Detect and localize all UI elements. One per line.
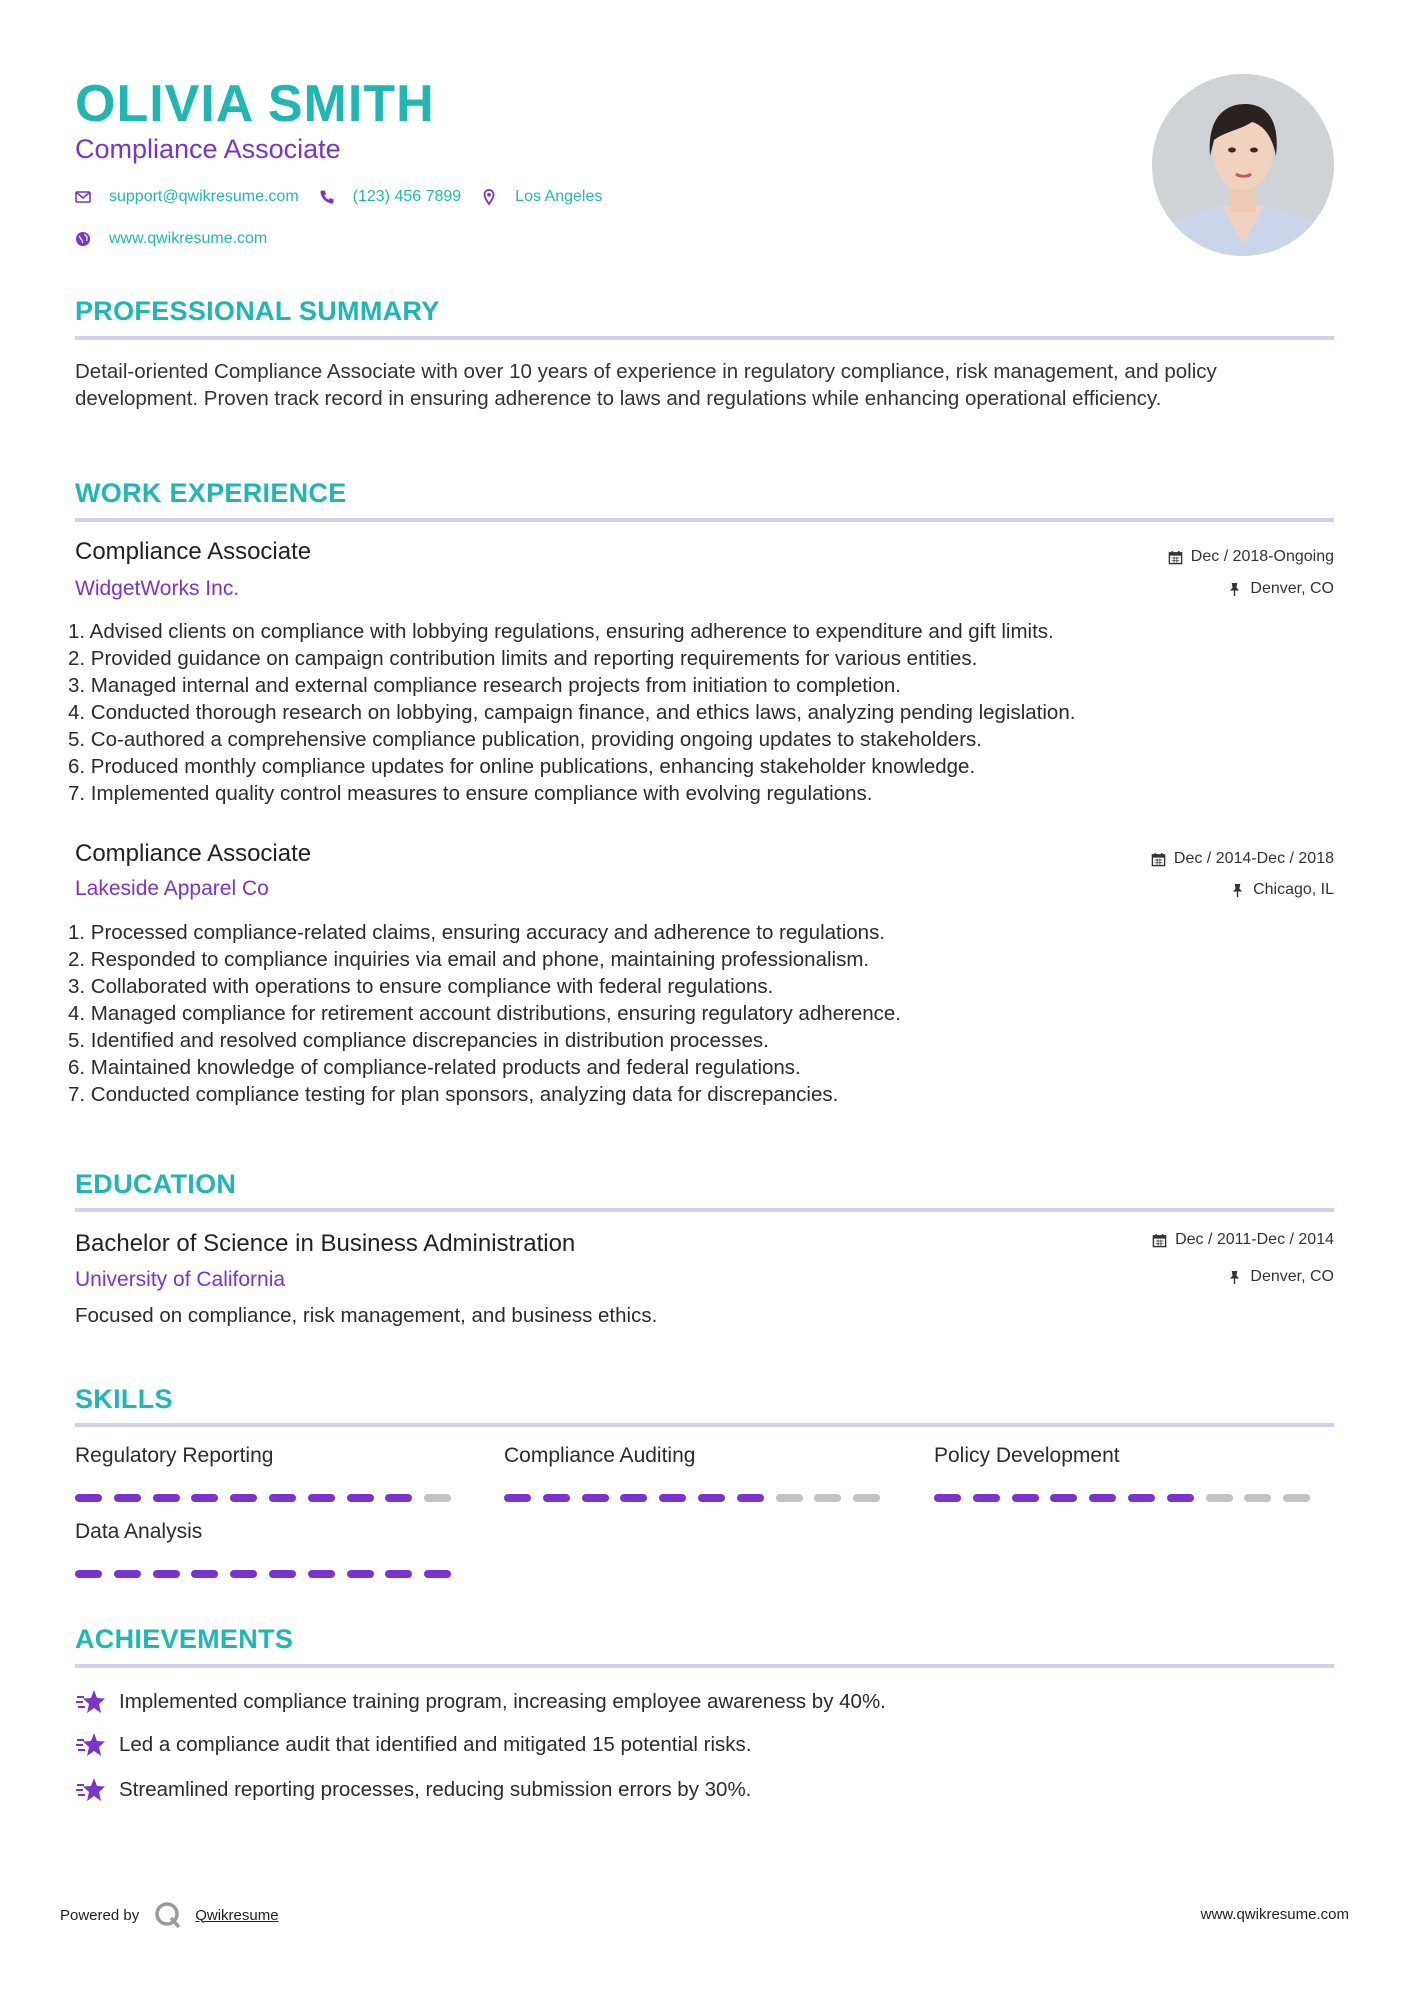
phone-icon xyxy=(319,189,335,205)
skill-dot-filled xyxy=(269,1570,296,1578)
skill-dot-empty xyxy=(1283,1494,1310,1502)
skill-dot-filled xyxy=(659,1494,686,1502)
achievement-item xyxy=(75,1731,751,1759)
calendar-icon xyxy=(1151,852,1166,867)
skill-level-bar xyxy=(75,1570,463,1578)
skill-dot-filled xyxy=(230,1494,257,1502)
skill-dot-filled xyxy=(385,1570,412,1578)
skill-dot-filled xyxy=(424,1570,451,1578)
skill-dot-filled xyxy=(75,1570,102,1578)
pushpin-icon xyxy=(1227,1270,1242,1285)
skill-dot-filled xyxy=(308,1494,335,1502)
skill-dot-filled xyxy=(153,1570,180,1578)
skill-dot-filled xyxy=(1050,1494,1077,1502)
profile-photo xyxy=(1152,74,1334,256)
summary-heading: PROFESSIONAL SUMMARY xyxy=(75,296,440,326)
skill-level-bar xyxy=(934,1494,1322,1502)
candidate-name: OLIVIA SMITH xyxy=(75,75,435,133)
skill-dot-filled xyxy=(1012,1494,1039,1502)
phone-text: (123) 456 7899 xyxy=(352,188,462,205)
skill-name: Policy Development xyxy=(934,1444,1120,1467)
skill-dot-filled xyxy=(1167,1494,1194,1502)
job-dates-text: Dec / 2014-Dec / 2018 xyxy=(1173,850,1334,867)
skill-dot-filled xyxy=(620,1494,647,1502)
list-item: 1. Processed compliance-related claims, ensuring accuracy and adherence to regulations. xyxy=(68,921,886,944)
achievement-item xyxy=(75,1688,886,1716)
section-divider xyxy=(75,336,1334,340)
email-text: support@qwikresume.com xyxy=(109,188,299,205)
skill-dot-empty xyxy=(853,1494,880,1502)
list-item: 7. Implemented quality control measures to ensure compliance with evolving regulations. xyxy=(68,782,873,805)
section-divider xyxy=(75,1208,1334,1212)
job-location xyxy=(1227,580,1334,598)
contact-location xyxy=(481,188,602,206)
skill-dot-filled xyxy=(308,1570,335,1578)
calendar-icon xyxy=(1152,1233,1167,1248)
achievement-item xyxy=(75,1776,751,1804)
skill-dot-filled xyxy=(230,1570,257,1578)
section-divider xyxy=(75,1423,1334,1427)
skill-dot-filled xyxy=(269,1494,296,1502)
list-item: 7. Conducted compliance testing for plan sponsors, analyzing data for discrepancies. xyxy=(68,1083,839,1106)
achievement-text: Led a compliance audit that identified and mitigated 15 potential risks. xyxy=(119,1733,752,1756)
section-divider xyxy=(75,1664,1334,1668)
list-item: 5. Identified and resolved compliance discrepancies in distribution processes. xyxy=(68,1029,769,1052)
footer-powered-by xyxy=(60,1900,279,1930)
skill-dot-filled xyxy=(543,1494,570,1502)
skill-dot-filled xyxy=(1128,1494,1155,1502)
skill-dot-filled xyxy=(1089,1494,1116,1502)
job-company: WidgetWorks Inc. xyxy=(75,577,240,600)
education-heading: EDUCATION xyxy=(75,1169,237,1199)
envelope-icon xyxy=(75,189,91,205)
education-location xyxy=(1227,1268,1334,1286)
contact-website[interactable] xyxy=(75,230,267,248)
skill-dot-empty xyxy=(814,1494,841,1502)
skill-dot-empty xyxy=(776,1494,803,1502)
job-location xyxy=(1230,881,1334,899)
achievement-text: Streamlined reporting processes, reducing submission errors by 30%. xyxy=(119,1778,752,1801)
star-icon xyxy=(75,1688,107,1716)
skill-dot-filled xyxy=(582,1494,609,1502)
globe-icon xyxy=(75,231,91,247)
education-description: Focused on compliance, risk management, and business ethics. xyxy=(75,1304,658,1327)
job-dates xyxy=(1151,850,1334,868)
candidate-title: Compliance Associate xyxy=(75,134,341,164)
job-title: Compliance Associate xyxy=(75,538,312,565)
achievements-heading: ACHIEVEMENTS xyxy=(75,1624,294,1654)
job-dates-text: Dec / 2018-Ongoing xyxy=(1190,548,1334,565)
skill-dot-filled xyxy=(191,1494,218,1502)
star-icon xyxy=(75,1731,107,1759)
contact-email[interactable] xyxy=(75,188,299,206)
pushpin-icon xyxy=(1230,883,1245,898)
skill-name: Data Analysis xyxy=(75,1520,203,1543)
map-pin-icon xyxy=(481,189,497,205)
list-item: 3. Managed internal and external compliance research projects from initiation to completion. xyxy=(68,674,901,697)
star-icon xyxy=(75,1776,107,1804)
qwikresume-logo-icon xyxy=(153,1900,183,1930)
skill-dot-filled xyxy=(347,1570,374,1578)
skill-dot-filled xyxy=(504,1494,531,1502)
summary-text: Detail-oriented Compliance Associate with over 10 years of experience in regulatory compliance, risk management, and policy development. Proven track record in ensuring adherence to laws and regulations while enhancing operational efficiency. xyxy=(75,360,1217,410)
calendar-icon xyxy=(1168,550,1183,565)
skill-name: Compliance Auditing xyxy=(504,1444,696,1467)
degree-title: Bachelor of Science in Business Administration xyxy=(75,1230,576,1257)
skill-dot-filled xyxy=(385,1494,412,1502)
job-dates xyxy=(1168,548,1334,566)
skill-dot-filled xyxy=(698,1494,725,1502)
website-text: www.qwikresume.com xyxy=(109,230,268,247)
education-location-text: Denver, CO xyxy=(1250,1268,1334,1285)
skill-dot-empty xyxy=(424,1494,451,1502)
avatar-illustration xyxy=(1152,74,1334,256)
list-item: 4. Conducted thorough research on lobbying, campaign finance, and ethics laws, analyzing pending legislation. xyxy=(68,701,1076,724)
list-item: 1. Advised clients on compliance with lobbying regulations, ensuring adherence to expenditure and gift limits. xyxy=(68,620,1054,643)
skill-dot-filled xyxy=(191,1570,218,1578)
skill-dot-filled xyxy=(114,1570,141,1578)
list-item: 2. Provided guidance on campaign contribution limits and reporting requirements for various entities. xyxy=(68,647,978,670)
contact-phone[interactable] xyxy=(319,188,462,206)
skill-name: Regulatory Reporting xyxy=(75,1444,274,1467)
job-bullets xyxy=(68,919,1318,1108)
list-item: 2. Responded to compliance inquiries via email and phone, maintaining professionalism. xyxy=(68,948,870,971)
brand-link[interactable]: Qwikresume xyxy=(195,1906,279,1924)
list-item: 6. Produced monthly compliance updates for online publications, enhancing stakeholder knowledge. xyxy=(68,755,976,778)
skills-heading: SKILLS xyxy=(75,1384,173,1414)
skill-dot-empty xyxy=(1244,1494,1271,1502)
skill-dot-filled xyxy=(75,1494,102,1502)
education-dates xyxy=(1152,1231,1334,1249)
list-item: 6. Maintained knowledge of compliance-related products and federal regulations. xyxy=(68,1056,801,1079)
section-divider xyxy=(75,518,1334,522)
footer-site[interactable]: www.qwikresume.com xyxy=(1200,1906,1349,1923)
pushpin-icon xyxy=(1227,582,1242,597)
list-item: 4. Managed compliance for retirement account distributions, ensuring regulatory adherence. xyxy=(68,1002,901,1025)
skill-dot-filled xyxy=(153,1494,180,1502)
skill-dot-filled xyxy=(737,1494,764,1502)
contact-row-web xyxy=(75,230,287,248)
powered-by-label: Powered by xyxy=(60,1906,140,1924)
contact-row xyxy=(75,188,622,206)
skill-level-bar xyxy=(504,1494,892,1502)
location-text: Los Angeles xyxy=(515,188,603,205)
skill-dot-empty xyxy=(1206,1494,1233,1502)
education-dates-text: Dec / 2011-Dec / 2014 xyxy=(1175,1231,1334,1248)
skill-dot-filled xyxy=(114,1494,141,1502)
job-location-text: Denver, CO xyxy=(1250,580,1334,597)
skill-dot-filled xyxy=(934,1494,961,1502)
job-bullets xyxy=(68,618,1318,807)
list-item: 5. Co-authored a comprehensive compliance publication, providing ongoing updates to stakeholders. xyxy=(68,728,982,751)
job-title: Compliance Associate xyxy=(75,840,312,867)
school-name: University of California xyxy=(75,1268,286,1291)
skill-dot-filled xyxy=(973,1494,1000,1502)
list-item: 3. Collaborated with operations to ensure compliance with federal regulations. xyxy=(68,975,774,998)
skill-dot-filled xyxy=(347,1494,374,1502)
achievement-text: Implemented compliance training program, increasing employee awareness by 40%. xyxy=(119,1690,886,1713)
job-company: Lakeside Apparel Co xyxy=(75,877,269,900)
skill-level-bar xyxy=(75,1494,463,1502)
experience-heading: WORK EXPERIENCE xyxy=(75,478,347,508)
job-location-text: Chicago, IL xyxy=(1253,881,1334,898)
